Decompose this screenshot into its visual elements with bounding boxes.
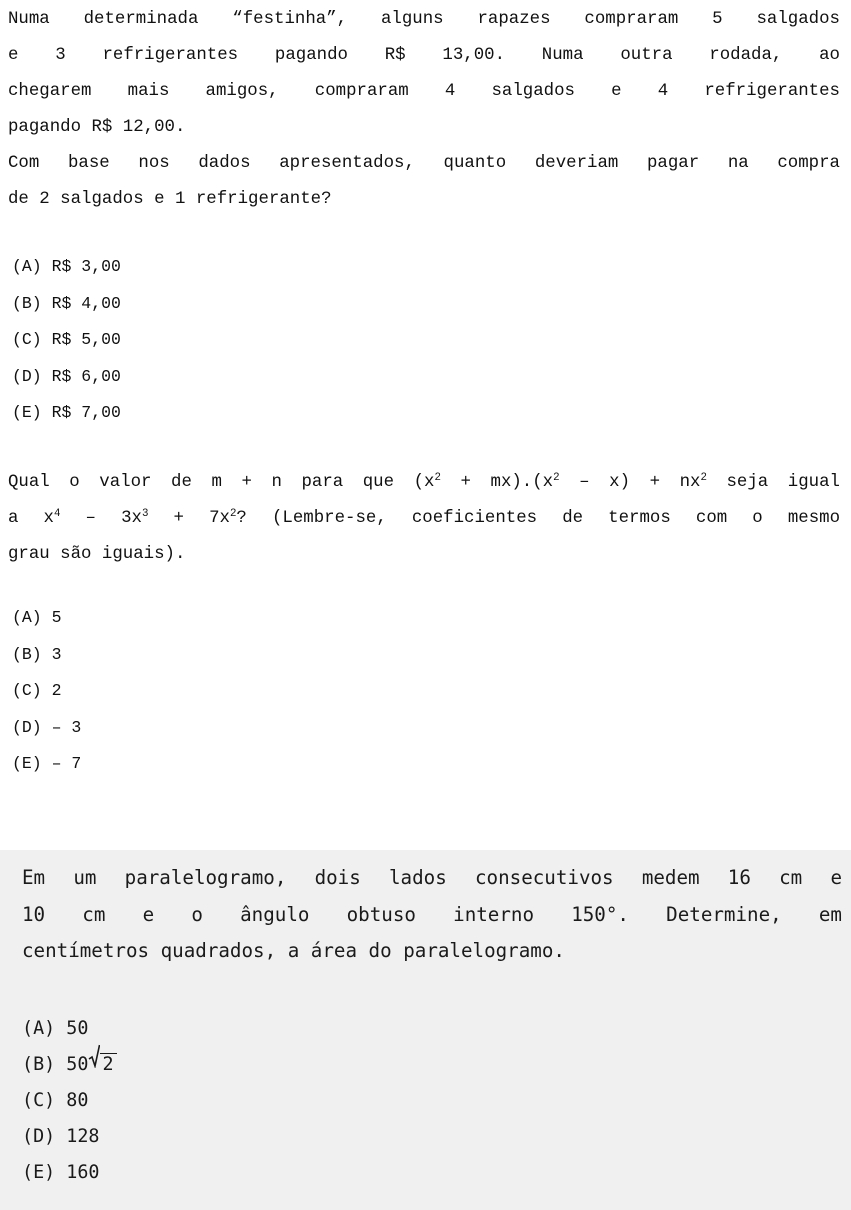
exponent: 2 bbox=[700, 472, 707, 485]
question-1 bbox=[0, 0, 851, 440]
question-3-options bbox=[22, 1011, 117, 1191]
exponent: 2 bbox=[434, 472, 441, 485]
q2-text-part: Qual o valor de m + n para que (x bbox=[8, 473, 435, 492]
radical-sign-icon bbox=[88, 1044, 100, 1068]
q3-option-b[interactable] bbox=[22, 1047, 117, 1083]
q1-line-2: e 3 refrigerantes pagando R$ 13,00. Numa outra rodada, ao bbox=[8, 46, 840, 65]
q1-line-4-wrap bbox=[8, 110, 840, 146]
q1-question-line-1: Com base nos dados apresentados, quanto deveriam pagar na compra bbox=[8, 154, 840, 173]
question-1-options bbox=[12, 249, 121, 432]
q3-line-1: Em um paralelogramo, dois lados consecutivos medem 16 cm e bbox=[22, 866, 842, 889]
q2-option-d[interactable]: (D) – 3 bbox=[12, 717, 82, 737]
q2-option-a[interactable]: (A) 5 bbox=[12, 608, 62, 627]
q3-option-b-prefix: (B) 50 bbox=[22, 1054, 89, 1075]
q1-option-d[interactable]: (D) R$ 6,00 bbox=[12, 366, 121, 386]
q2-option-c[interactable]: (C) 2 bbox=[12, 681, 62, 700]
exponent: 4 bbox=[53, 508, 61, 521]
q2-text-part: seja igual bbox=[706, 473, 840, 492]
question-2-options bbox=[12, 600, 81, 783]
question-3 bbox=[0, 850, 851, 1210]
q1-line-1: Numa determinada “festinha”, alguns rapazes compraram 5 salgados bbox=[8, 10, 840, 29]
exponent: 3 bbox=[141, 508, 149, 521]
exponent: 2 bbox=[229, 508, 237, 521]
q3-line-3-wrap bbox=[22, 933, 842, 970]
question-2 bbox=[0, 440, 851, 850]
question-2-statement-line-3 bbox=[8, 537, 840, 573]
q3-option-e[interactable]: (E) 160 bbox=[22, 1162, 100, 1183]
radicand: 2 bbox=[100, 1053, 116, 1075]
q3-option-a[interactable]: (A) 50 bbox=[22, 1018, 89, 1039]
q1-option-e[interactable]: (E) R$ 7,00 bbox=[12, 403, 121, 422]
q2-text-part: ? (Lembre-se, coeficientes de termos com o mesmo bbox=[236, 509, 841, 528]
q3-option-d[interactable]: (D) 128 bbox=[22, 1126, 100, 1147]
q1-question-line-2: de 2 salgados e 1 refrigerante? bbox=[8, 190, 332, 209]
q2-text-part: + mx).(x bbox=[440, 473, 554, 492]
question-1-question bbox=[8, 146, 840, 182]
question-3-statement bbox=[22, 860, 842, 933]
q1-line-4: pagando R$ 12,00. bbox=[8, 118, 186, 137]
q2-text-part: a x bbox=[8, 509, 54, 528]
question-2-statement-line-1 bbox=[8, 465, 840, 501]
q1-option-c[interactable]: (C) R$ 5,00 bbox=[12, 330, 121, 349]
q3-line-3: centímetros quadrados, a área do paralelogramo. bbox=[22, 939, 565, 962]
exponent: 2 bbox=[553, 472, 560, 485]
q2-option-e[interactable]: (E) – 7 bbox=[12, 754, 82, 773]
question-1-statement bbox=[8, 2, 840, 110]
q2-option-b[interactable]: (B) 3 bbox=[12, 644, 62, 664]
q3-line-2: 10 cm e o ângulo obtuso interno 150°. Determine, em bbox=[22, 902, 842, 926]
q2-text-part: grau são iguais). bbox=[8, 545, 186, 564]
q1-line-3: chegarem mais amigos, compraram 4 salgados e 4 refrigerantes bbox=[8, 82, 840, 101]
question-2-statement-line-2 bbox=[8, 501, 840, 537]
square-root bbox=[88, 1047, 116, 1083]
q3-option-c[interactable]: (C) 80 bbox=[22, 1090, 89, 1111]
q2-text-part: – 3x bbox=[60, 509, 142, 528]
q1-question-line-2-wrap bbox=[8, 182, 840, 218]
q2-text-part: + 7x bbox=[148, 509, 230, 528]
q1-option-b[interactable]: (B) R$ 4,00 bbox=[12, 293, 121, 313]
q2-text-part: – x) + nx bbox=[559, 473, 701, 492]
q1-option-a[interactable]: (A) R$ 3,00 bbox=[12, 257, 121, 276]
